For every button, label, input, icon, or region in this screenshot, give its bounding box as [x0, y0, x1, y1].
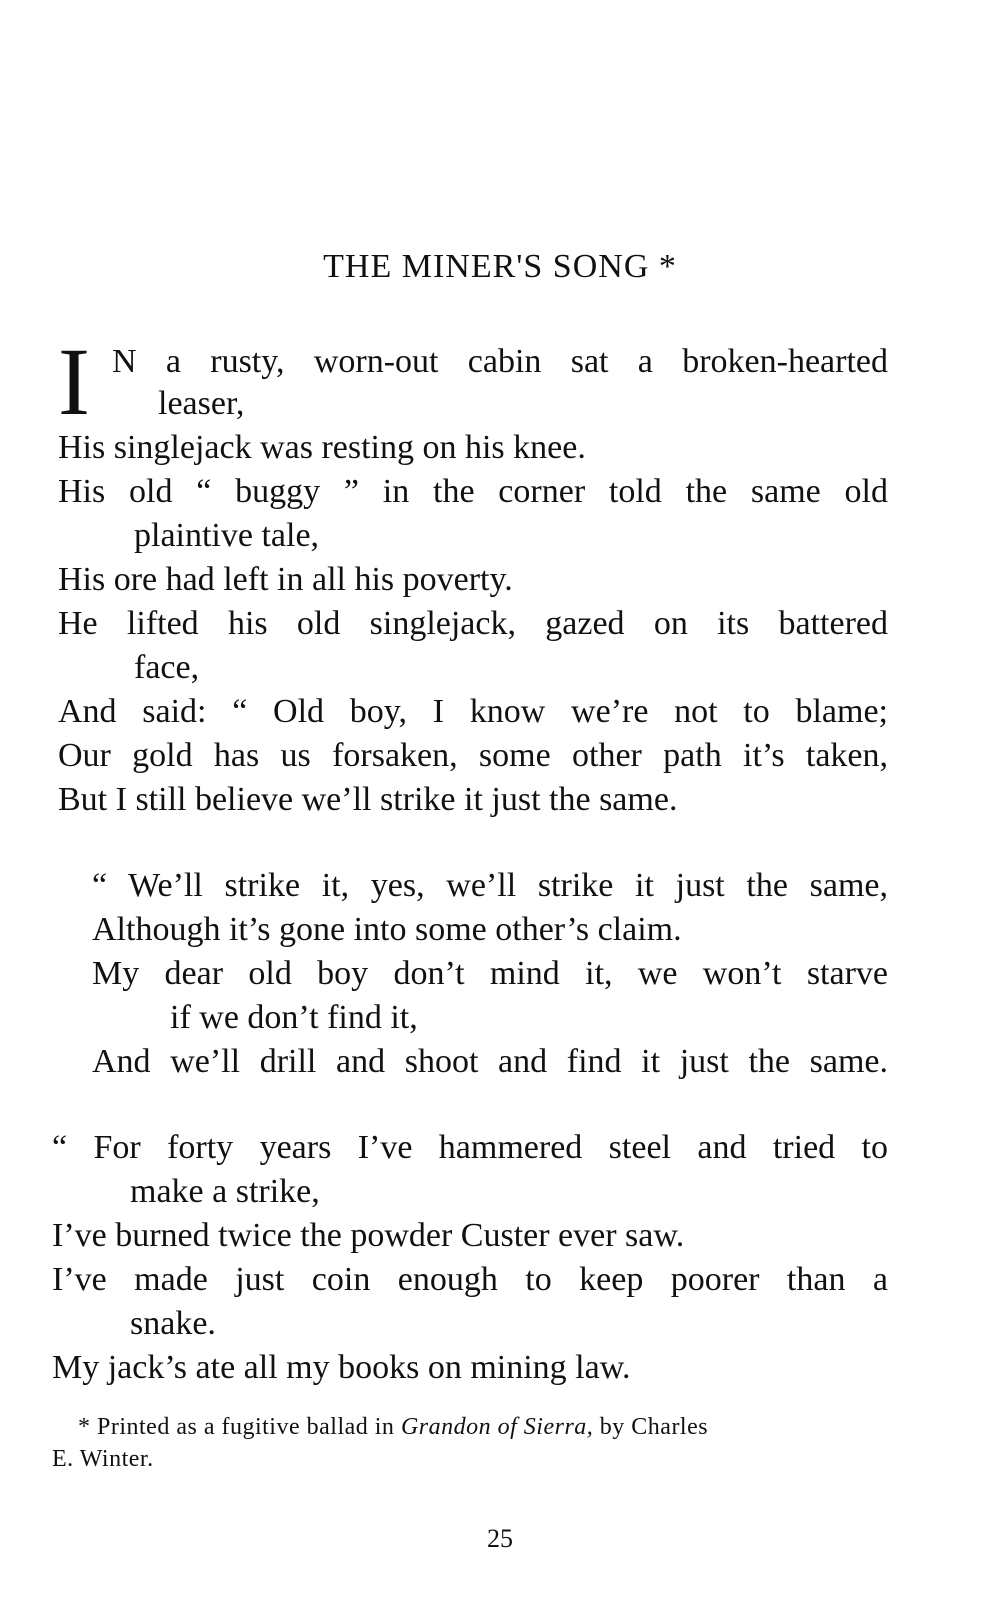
footnote-line-1 [78, 1412, 708, 1442]
poem-line: And said: “ Old boy, I know we’re not to blame; [58, 693, 888, 730]
poem-line: face, [134, 649, 200, 686]
poem-line: His old “ buggy ” in the corner told the same old [58, 473, 888, 510]
poem-line: His singlejack was resting on his knee. [58, 429, 586, 466]
poem-line: I’ve burned twice the powder Custer ever saw. [52, 1217, 685, 1254]
poem-line: leaser, [158, 385, 245, 422]
poem-title: THE MINER'S SONG * [323, 248, 677, 285]
footnote-prefix: * Printed as a fugitive ballad in [78, 1414, 401, 1440]
footnote-line-2: E. Winter. [52, 1446, 154, 1472]
poem-line: I’ve made just coin enough to keep poorer than a [52, 1261, 888, 1298]
drop-cap: I [58, 328, 90, 435]
footnote-suffix: by Charles [593, 1414, 709, 1440]
poem-line: He lifted his old singlejack, gazed on its battered [58, 605, 888, 642]
chorus-line: My dear old boy don’t mind it, we won’t starve [92, 955, 888, 992]
footnote-book-title: Grandon of Sierra, [400, 1414, 594, 1440]
poem-line: N a rusty, worn-out cabin sat a broken-hearted [112, 343, 888, 380]
poem-line: Our gold has us forsaken, some other path it’s taken, [58, 737, 888, 774]
poem-line: make a strike, [130, 1173, 320, 1210]
chorus-line: Although it’s gone into some other’s claim. [92, 911, 682, 948]
poem-line: plaintive tale, [134, 517, 320, 554]
poem-line: But I still believe we’ll strike it just the same. [58, 781, 678, 818]
poem-line: My jack’s ate all my books on mining law. [52, 1349, 631, 1386]
page-number: 25 [487, 1524, 513, 1553]
chorus-line: “ We’ll strike it, yes, we’ll strike it just the same, [92, 867, 888, 904]
poem-line: “ For forty years I’ve hammered steel and tried to [52, 1129, 888, 1166]
poem-line: snake. [130, 1305, 216, 1342]
chorus-line: And we’ll drill and shoot and find it just the same. [92, 1043, 888, 1080]
poem-line: His ore had left in all his poverty. [58, 561, 513, 598]
chorus-line: if we don’t find it, [170, 999, 418, 1036]
